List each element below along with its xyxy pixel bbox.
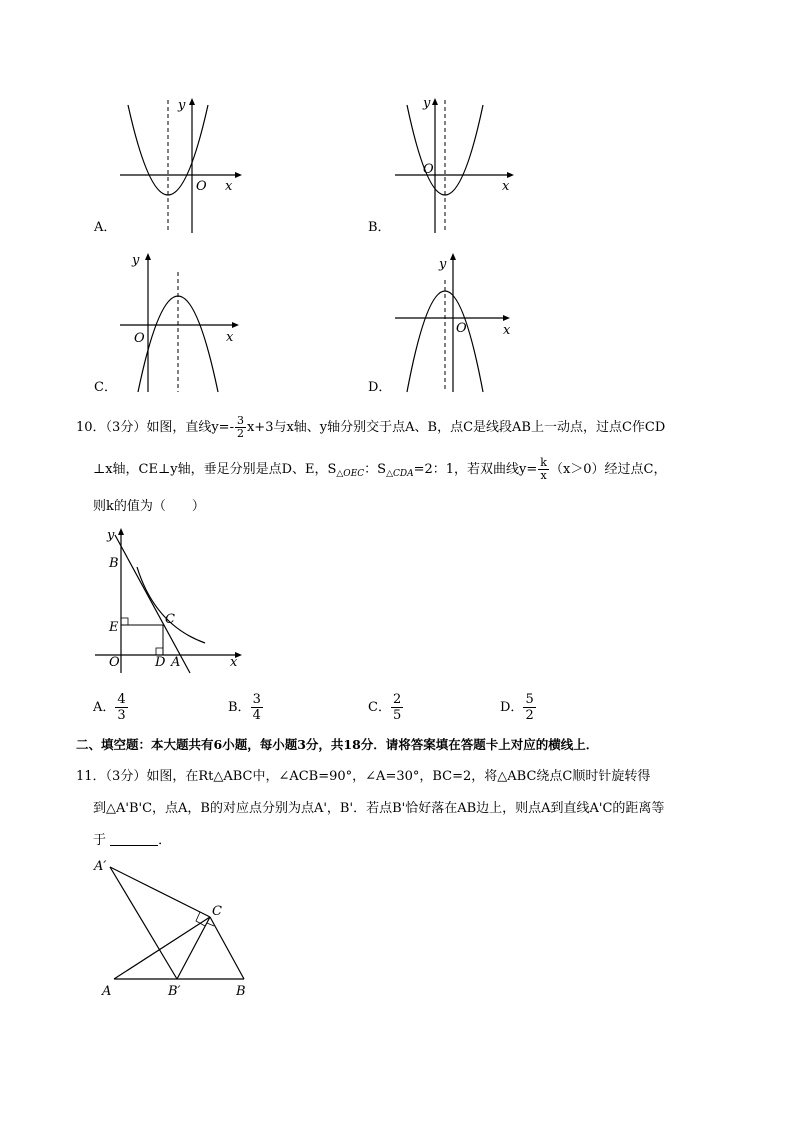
q10-text2a: ⊥x轴，CE⊥y轴，垂足分别是点D、E，S	[93, 462, 337, 477]
origin-label: O	[423, 162, 434, 177]
q10-option-b[interactable]	[228, 690, 263, 726]
fig-label-a-prime: A′	[94, 859, 107, 874]
fig-label-b: B	[109, 556, 119, 571]
option-a-label: A．	[94, 220, 117, 235]
q10-sub1: △OEC	[336, 469, 365, 479]
q10-text2b: ：S	[364, 462, 387, 477]
fig-label-b: B	[236, 984, 246, 999]
section-title: 二、填空题：本大题共有6小题，每小题3分，共18分．请将答案填在答题卡上对应的横线上．	[76, 737, 599, 752]
option-c-label: C．	[94, 380, 117, 395]
x-axis-label: x	[502, 179, 510, 194]
graph-option-a	[110, 95, 250, 235]
q10-line3: 则k的值为（ ）	[93, 499, 205, 514]
option-label: D．	[500, 700, 524, 715]
option-label: B．	[228, 700, 251, 715]
option-b-label: B．	[368, 220, 391, 235]
y-axis-label: y	[439, 257, 447, 272]
q11-line3	[93, 831, 171, 851]
graph-option-b	[385, 95, 525, 235]
q10-text2c: =2：1，若双曲线	[413, 462, 520, 477]
y-axis-label: y	[178, 98, 186, 113]
answer-blank[interactable]	[110, 831, 158, 846]
q10-option-c[interactable]	[368, 690, 403, 726]
x-axis-label: x	[226, 330, 234, 345]
q11-line1: 11．（3分）如图，在Rt△ABC中，∠ACB=90°，∠A=30°，BC=2，将△ABC绕点C顺时针旋转得	[76, 769, 651, 784]
fig-label-d: D	[155, 655, 166, 670]
q11-suffix: ．	[158, 833, 172, 848]
x-axis-label: x	[503, 323, 511, 338]
q10-eq-suffix: x+3	[246, 420, 274, 435]
fig-label-e: E	[109, 620, 119, 635]
origin-label: O	[456, 321, 467, 336]
graph-option-d	[385, 250, 525, 395]
q10-hyp-prefix: y=	[519, 462, 538, 477]
option-label: A．	[93, 700, 116, 715]
option-fraction: $\frac{2}{5}$	[392, 692, 402, 723]
fig-label-c: C	[165, 612, 175, 627]
option-label: C．	[368, 700, 391, 715]
x-axis-label: x	[225, 179, 233, 194]
origin-label: O	[196, 179, 207, 194]
fig-label-b-prime: B′	[168, 984, 181, 999]
q11-line2: 到△A'B'C，点A，B的对应点分别为点A'，B'．若点B'恰好落在AB边上，则点A到直线A'C的距离等	[93, 801, 665, 816]
option-fraction: $\frac{3}{4}$	[252, 692, 261, 723]
q10-sub2: △CDA	[386, 469, 414, 479]
q10-option-d[interactable]	[500, 690, 536, 726]
q11-figure	[90, 855, 260, 1005]
q10-line2	[93, 457, 667, 483]
fig-label-c: C	[212, 904, 222, 919]
q10-line1	[76, 415, 665, 441]
q10-hyp-suffix: （x＞0）经过点C，	[549, 462, 667, 477]
q10-eq-fraction: $\frac{3}{2}$	[236, 414, 244, 440]
option-fraction: $\frac{5}{2}$	[525, 692, 534, 723]
fig-label-a: A	[102, 984, 112, 999]
option-fraction: $\frac{4}{3}$	[117, 692, 126, 723]
option-d-label: D．	[368, 380, 392, 395]
y-axis-label: y	[132, 253, 140, 268]
graph-option-c	[110, 250, 250, 395]
fig-label-a: A	[171, 655, 181, 670]
origin-label: O	[134, 331, 145, 346]
q10-number: 10．（3分）如图，直线	[76, 420, 212, 435]
q10-eq-prefix: y=-	[211, 420, 234, 435]
fig-label-o: O	[109, 655, 120, 670]
q10-option-a[interactable]	[93, 690, 128, 726]
q11-prefix: 于	[93, 833, 107, 848]
fig-label-x: x	[230, 655, 238, 670]
q10-text1: 与x轴、y轴分别交于点A、B，点C是线段AB上一动点，过点C作CD	[273, 420, 666, 435]
y-axis-label: y	[423, 96, 431, 111]
q10-figure	[95, 525, 250, 675]
fig-label-y: y	[107, 528, 115, 543]
q10-hyp-fraction: $\frac{k}{x}$	[540, 456, 547, 482]
